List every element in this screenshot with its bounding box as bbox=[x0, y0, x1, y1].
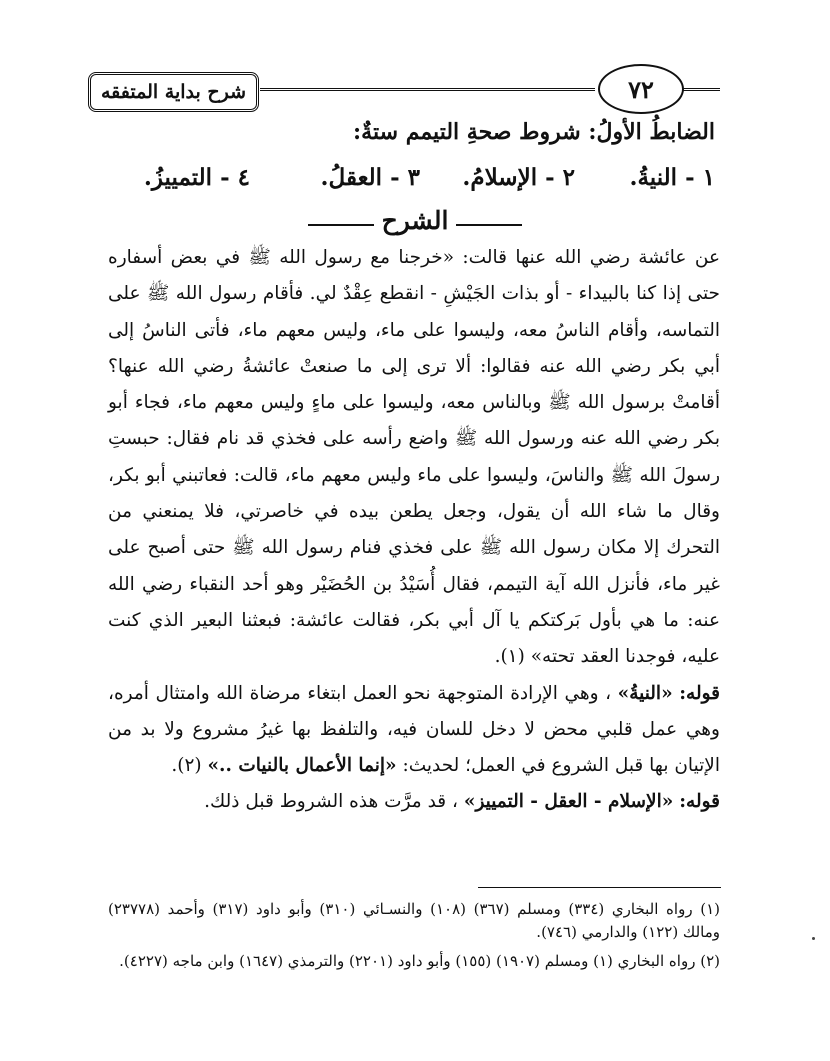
section-heading bbox=[300, 200, 530, 240]
page-number-text: ٧٢ bbox=[628, 74, 654, 104]
p2-hadith: «إنما الأعمال بالنيات ..» bbox=[207, 755, 397, 777]
heading-rule-left bbox=[308, 224, 374, 226]
p2-ref: (٢). bbox=[171, 755, 202, 777]
footnote-separator bbox=[478, 887, 721, 888]
footnotes bbox=[108, 898, 720, 979]
condition-3: ٣ - العقلُ. bbox=[320, 164, 420, 191]
scan-speck bbox=[812, 937, 815, 940]
paragraph-niyyah bbox=[108, 676, 720, 785]
p3-label: قوله: bbox=[679, 791, 720, 813]
book-title-box bbox=[88, 72, 259, 112]
p3-term: «الإسلام - العقل - التمييز» bbox=[463, 791, 674, 813]
section-heading-text: الشرح bbox=[381, 205, 449, 235]
header-rule-left bbox=[260, 88, 595, 91]
p2-term: «النيةُ» bbox=[617, 682, 673, 704]
rule-title: الضابطُ الأولُ: شروط صحةِ التيمم ستةٌ: bbox=[353, 119, 715, 145]
page-number bbox=[598, 64, 684, 114]
header-rule-right bbox=[682, 88, 720, 91]
footnote-2: (٢) رواه البخاري (١) ومسلم (١٩٠٧) (١٥٥) وأبو داود (٢٢٠١) والترمذي (١٦٤٧) وابن ماجه (٤٢٢٧). bbox=[119, 952, 720, 970]
condition-4: ٤ - التمييزُ. bbox=[143, 164, 250, 191]
p2-label: قوله: bbox=[679, 682, 720, 704]
heading-rule-right bbox=[456, 224, 522, 226]
paragraph-other-conditions bbox=[108, 784, 720, 820]
p2-text: ، وهي الإرادة المتوجهة نحو العمل ابتغاء مرضاة الله وامتثال أمره، وهي عمل قلبي محض لا دخل للسان فيه، والتلفظ بها غيرُ مشروع ولا بد من الإتيان بها قبل الشروع في العمل؛ لحديث: bbox=[108, 682, 720, 777]
book-title: شرح بداية المتفقه bbox=[100, 81, 247, 103]
commentary-body bbox=[108, 240, 720, 821]
footnote-1: (١) رواه البخاري (٣٣٤) ومسلم (٣٦٧) (١٠٨) والنسـائي (٣١٠) وأبو داود (٣١٧) وأحمد (٢٣٧٧٨) ومالك (١٢٢) والدارمي (٧٤٦). bbox=[108, 900, 720, 941]
p3-text: ، قد مرَّت هذه الشروط قبل ذلك. bbox=[204, 791, 458, 813]
condition-1: ١ - النيةُ. bbox=[629, 164, 715, 191]
condition-2: ٢ - الإسلامُ. bbox=[462, 164, 575, 191]
paragraph-hadith: عن عائشة رضي الله عنها قالت: «خرجنا مع رسول الله ﷺ في بعض أسفاره حتى إذا كنا بالبيداء - أو بذات الجَيْشِ - انقطع عِقْدٌ لي. فأقام رسول الله ﷺ على التماسه، وأقام الناسُ معه، وليسوا على ماء، وليس معهم ماء، فأتى الناسُ إلى أبي بكر رضي الله عنه فقالوا: ألا ترى إلى ما صنعتْ عائشةُ رضي الله عنها؟ أقامتْ برسول الله ﷺ وبالناس معه، وليسوا على ماءٍ وليس معهم ماء، فجاء أبو بكر رضي الله عنه ورسول الله ﷺ واضع رأسه على فخذي قد نام فقال: حبستِ رسولَ الله ﷺ والناسَ، وليسوا على ماء وليس معهم ماء، قالت: فعاتبني أبو بكر، وقال ما شاء الله أن يقول، وجعل يطعن بيده في خاصرتي، فلا يمنعني من التحرك إلا مكان رسول الله ﷺ على فخذي فنام رسول الله ﷺ حتى أصبح على غير ماء، فأنزل الله آية التيمم، فقال أُسَيْدُ بن الحُضَيْر وهو أحد النقباء رضي الله عنه: ما هي بأول بَركتكم يا آل أبي بكر، فقالت عائشة: فبعثنا البعير الذي كنت عليه، فوجدنا العقد تحته» (١). bbox=[108, 247, 720, 668]
